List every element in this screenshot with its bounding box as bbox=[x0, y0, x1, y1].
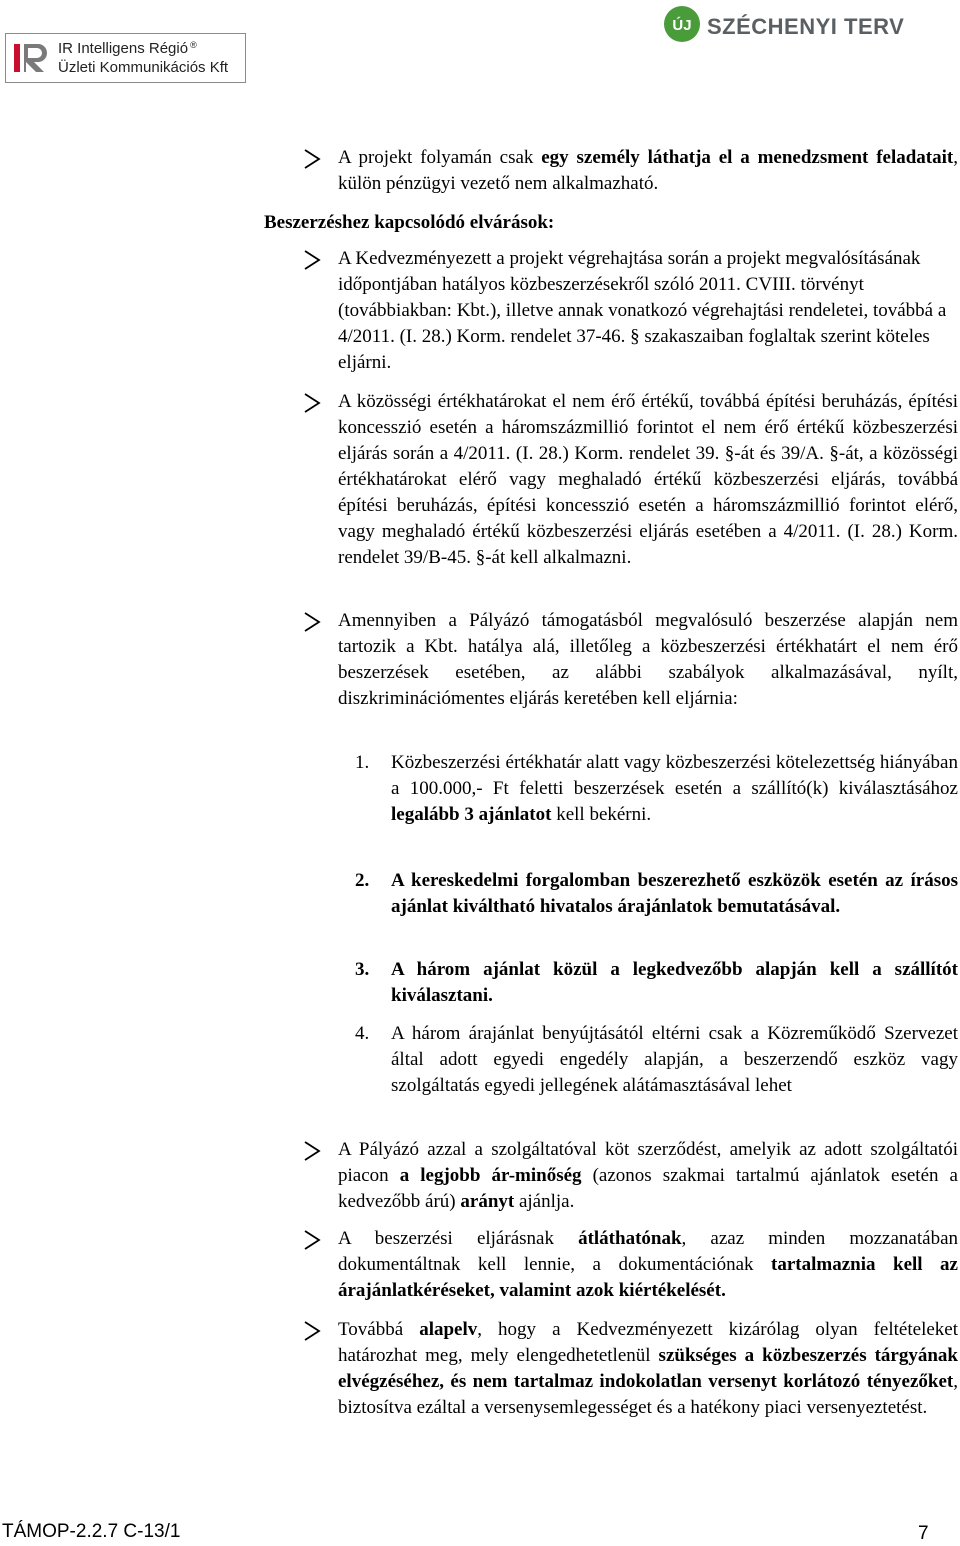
arrow-bullet-icon bbox=[302, 249, 322, 271]
numbered-item-4: A három árajánlat benyújtásától eltérni csak a Közreműködő Szervezet által adott egyedi engedély alapján, a beszerzendő eszköz vagy szolgáltatás egyedi jellegének alátámasztásával lehet bbox=[391, 1023, 958, 1096]
numbered-item-4-number: 4. bbox=[355, 1023, 370, 1044]
arrow-bullet-icon bbox=[302, 1320, 322, 1342]
arrow-bullet-icon bbox=[302, 1229, 322, 1251]
bullet-thresholds: A közösségi értékhatárokat el nem érő értékű, továbbá építési beruházás, építési koncesszió esetén a háromszázmillió forintot el nem érő értékű közbeszerzési eljárás során a 4/2011. (I. 28.) Korm. rendelet 39. §-át és 39/A. §-át, a közösségi értékhatárokat elérő vagy meghaladó értékű közbeszerzési eljárás, továbbá építési beruházás, építési koncesszió esetén a háromszázmillió forintot elérő, vagy meghaladó értékű közbeszerzési eljárás esetében a 4/2011. (I. 28.) Korm. rendelet 39/B-45. §-át kell alkalmazni. bbox=[338, 391, 958, 568]
ir-logo bbox=[5, 33, 246, 83]
arrow-bullet-icon bbox=[302, 1140, 322, 1162]
footer-project-code: TÁMOP-2.2.7 C-13/1 bbox=[2, 1521, 181, 1542]
page-header bbox=[0, 0, 960, 95]
arrow-bullet-icon bbox=[302, 392, 322, 414]
svg-text:ÚJ: ÚJ bbox=[672, 17, 692, 34]
arrow-bullet-icon bbox=[302, 611, 322, 633]
bullet-best-price: A Pályázó azzal a szolgáltatóval köt szerződést, amelyik az adott szolgáltatói piacon a legjobb ár-minőség (azonos szakmai tartalmú ajánlatok esetén a kedvezőbb árú) arányt ajánlja. bbox=[338, 1139, 958, 1212]
numbered-item-3: A három ajánlat közül a legkedvezőbb alapján kell a szállítót kiválasztani. bbox=[391, 959, 958, 1006]
arrow-bullet-icon bbox=[302, 148, 322, 170]
numbered-item-2-number: 2. bbox=[355, 870, 370, 891]
szechenyi-terv-text: SZÉCHENYI TERV bbox=[707, 14, 905, 39]
szechenyi-terv-logo bbox=[663, 5, 905, 75]
bullet-non-kbt: Amennyiben a Pályázó támogatásból megvalósuló beszerzése alapján nem tartozik a Kbt. hatálya alá, illetőleg a közbeszerzési értékhatárt el nem érő beszerzések esetében, az alábbi szabályok alkalmazásával, nyílt, diszkriminációmentes eljárás keretében kell eljárnia: bbox=[338, 610, 958, 709]
numbered-item-1-number: 1. bbox=[355, 752, 370, 773]
bullet-transparency: A beszerzési eljárásnak átláthatónak, azaz minden mozzanatában dokumentáltnak kell lennie, a dokumentációnak tartalmaznia kell az árajánlatkéréseket, valamint azok kiértékelését. bbox=[338, 1228, 958, 1301]
ir-logo-line2: Üzleti Kommunikációs Kft bbox=[58, 59, 229, 76]
bullet-management: A projekt folyamán csak egy személy láthatja el a menedzsment feladatait, külön pénzügyi vezető nem alkalmazható. bbox=[338, 147, 958, 194]
ir-logo-line1: IR Intelligens Régió ® bbox=[58, 40, 197, 57]
numbered-item-1: Közbeszerzési értékhatár alatt vagy közbeszerzési kötelezettség hiányában a 100.000,- Ft feletti beszerzések esetén a szállító(k) kiválasztásához legalább 3 ajánlatot kell bekérni. bbox=[391, 752, 958, 825]
bullet-principle: Továbbá alapelv, hogy a Kedvezményezett kizárólag olyan feltételeket határozhat meg, mely elengedhetetlenül szükséges a közbeszerzés tárgyának elvégzéséhez, és nem tartalmaz indokolatlan versenyt korlátozó tényezőket, biztosítva ezáltal a versenysemlegességet és a hatékony piaci versenyeztetést. bbox=[338, 1319, 958, 1418]
ir-logo-mark-icon bbox=[12, 40, 54, 76]
bullet-kbt: A Kedvezményezett a projekt végrehajtása során a projekt megvalósításának időpontjában hatályos közbeszerzésekről szóló 2011. CVIII. törvényt (továbbiakban: Kbt.), illetve annak vonatkozó végrehajtási rendeletei, továbbá a 4/2011. (I. 28.) Korm. rendelet 37-46. § szakaszaiban foglaltak szerint köteles eljárni. bbox=[338, 248, 947, 373]
numbered-item-2: A kereskedelmi forgalomban beszerezhető eszközök esetén az írásos ajánlat kiváltható hivatalos árajánlatok bemutatásával. bbox=[391, 870, 958, 917]
section-heading: Beszerzéshez kapcsolódó elvárások: bbox=[264, 212, 555, 233]
szechenyi-badge-icon bbox=[663, 5, 701, 43]
numbered-item-3-number: 3. bbox=[355, 959, 370, 980]
footer-page-number: 7 bbox=[918, 1523, 929, 1544]
